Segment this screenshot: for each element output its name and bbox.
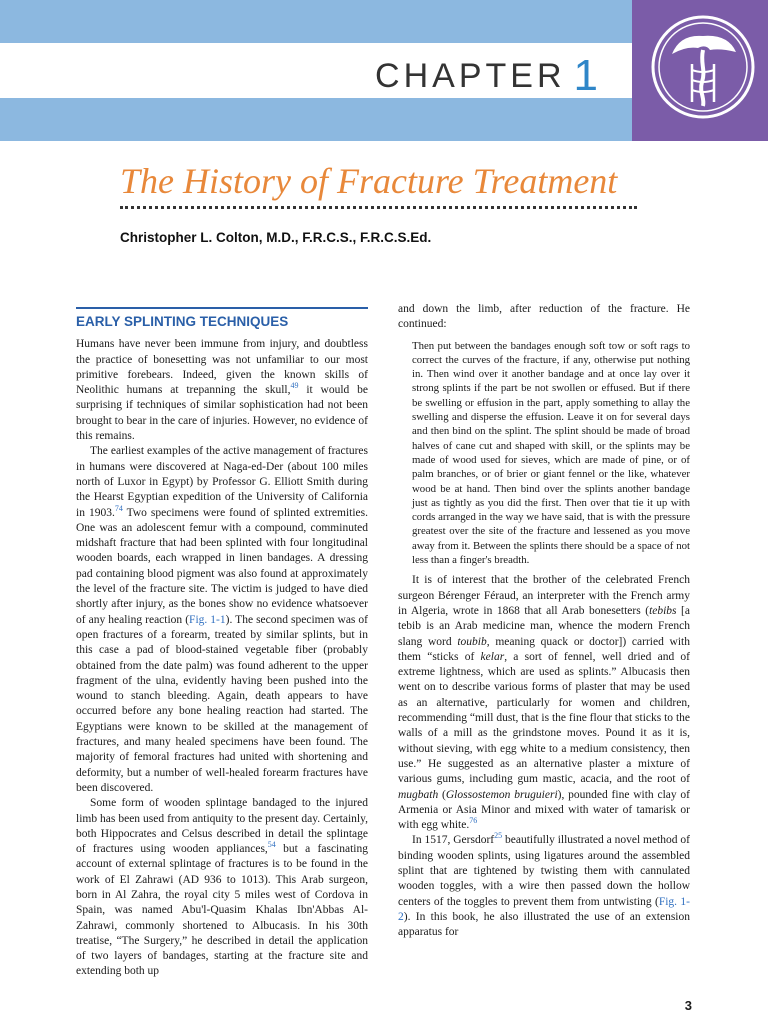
chapter-number: 1 (573, 51, 598, 100)
header-band-bottom (0, 98, 632, 141)
chapter-title: The History of Fracture Treatment (120, 161, 618, 201)
paragraph: It is of interest that the brother of the celebrated French surgeon Bérenger Féraud, an interpreter with the French army in Algeria, wrote in 1868 that all Arab bonesetters (tebibs [a tebib is an Arab medicine man, whence the modern French slang word toubib, meaning quack or doctor]) carried with them “sticks of kelar, a sort of fennel, well dried and of extreme lightness, which are used as splints.” Albucasis then went on to describe various forms of plaster that may be used as an alternative, particularly for women and children, recommending “mill dust, that is the fine flour that sticks to the walls of a mill as the grindstone moves. Pound it as it is, without sieving, with egg white to a medium consistency, then use.” He suggested as an alternative plaster a mixture of various gums, including gum mastic, acacia, and the root of mugbath (Glossostemon bruguieri), pounded fine with clay of Armenia or Asia Minor and mixed with water of tamarisk or with egg white.$^{76}$ (398, 574, 691, 832)
paragraph: The earliest examples of the active management of fractures in humans were discovered at Naga-ed-Der (about 100 miles north of Luxor in Egypt) by Professor G. Elliott Smith during the Hearst Egyptian expedition of the University of California in 1903.74 Two specimens were found of splinted extremities. One was an adolescent femur with a compound, comminuted midshaft fracture that had been splinted with four longitudinal wooden boards, each wrapped in linen bandages. A dressing pad containing blood pigment was also found at approximately the level of the fracture site. The victim is judged to have died shortly after injury, as the bones show no evidence whatsoever of any healing reaction (Fig. 1-1). The second specimen was of open fractures of a forearm, treated by similar splints, but in this case a pad of blood-stained vegetable fiber (probably obtained from the date palm) was found adherent to the upper fragment of the ulna, evidently having been pushed into the wound to stanch bleeding. Again, death appears to have occurred before any bone healing reaction had started. The Egyptians were known to be skilled at the management of fractures, and many healed specimens have been found. The majority of femoral fractures had united with shortening and deformity, but a number of well-healed forearm fractures have been discovered. (76, 445, 369, 794)
block-quote: Then put between the bandages enough soft tow or soft rags to correct the curves of the fracture, if any, otherwise put nothing in. Then wind over it another bandage and at once lay over it strong splints if the part be not swollen or effused. But if there be swelling or effusion in the part, apply something to allay the swelling and disperse the effusion. Leave it on for several days and then bind on the splint. The splint should be made of broad halves of cane cut and shaped with skill, or the splints may be made of wood used for sieves, which are made of pine, or of palm branches, or of brier or giant fennel or the like, whatever wood be at hand. Then bind over the splints another bandage just as tightly as you did the first. Then over that tie it up with cords arranged in the way we have said, that is with the pressure greatest over the site of the fracture and lessened as you move away from it. Between the splints there should be a space of not less than a finger's breadth. (412, 339, 690, 567)
reference-link[interactable]: 49 (290, 381, 299, 391)
section-heading: EARLY SPLINTING TECHNIQUES (76, 307, 368, 329)
paragraph: In 1517, Gersdorf$^{25}$ beautifully illustrated a novel method of binding wooden splints, using ligatures around the assembled splint that are tightened by twisting them with cannulated wooden toggles, with a wire then passed down the hollow centers of the toggles to prevent them from untwisting (Fig. 1-2). In this book, he also illustrated the use of an extension apparatus for (398, 831, 690, 939)
text-column-right (398, 302, 690, 940)
paragraph: and down the limb, after reduction of the fracture. He continued: (398, 303, 690, 331)
author-line: Christopher L. Colton, M.D., F.R.C.S., F.R.C.S.Ed. (120, 230, 432, 245)
crooked-tree-emblem-icon (650, 14, 756, 120)
reference-link[interactable]: 25 (494, 831, 503, 841)
paragraph: Some form of wooden splintage bandaged to the injured limb has been used from antiquity to the present day. Certainly, both Hippocrates and Celsus described in detail the splintage of fractures using wooden appliances,$^{54}$ but a fascinating account of external splintage of fractures is to be found in the work of El Zahrawi (AD 936 to 1013). This Arab surgeon, born in Al Zahra, the royal city 5 miles west of Cordova in Spain, was named Abu'l-Quasim Khalas Ibn'Abbas Al-Zahrawi, commonly shortened to Albucasis. In his 30th treatise, “The Surgery,” he described in detail the application of two layers of bandages, starting at the fracture site and extending both up (76, 797, 368, 978)
header-band-top (0, 0, 632, 43)
text-column-left (76, 302, 368, 980)
page-number: 3 (684, 998, 692, 1013)
reference-link[interactable]: 76 (469, 816, 478, 826)
chapter-word: CHAPTER (375, 57, 566, 95)
reference-link[interactable]: 74 (114, 503, 123, 513)
figure-link[interactable]: Fig. 1-2 (398, 895, 690, 923)
reference-link[interactable]: 54 (267, 840, 276, 850)
title-dotted-rule (120, 206, 637, 209)
figure-link[interactable]: Fig. 1-1 (189, 613, 226, 626)
chapter-label (375, 48, 598, 98)
paragraph: Humans have never been immune from injury, and doubtless the practice of bonesetting was not unfamiliar to our most primitive forebears. Indeed, given the known skills of Neolithic humans at trepanning the skull,$^{49}$ it would be surprising if techniques of similar sophistication had not been brought to bear in the care of injuries. However, no evidence of this remains. (76, 338, 368, 443)
